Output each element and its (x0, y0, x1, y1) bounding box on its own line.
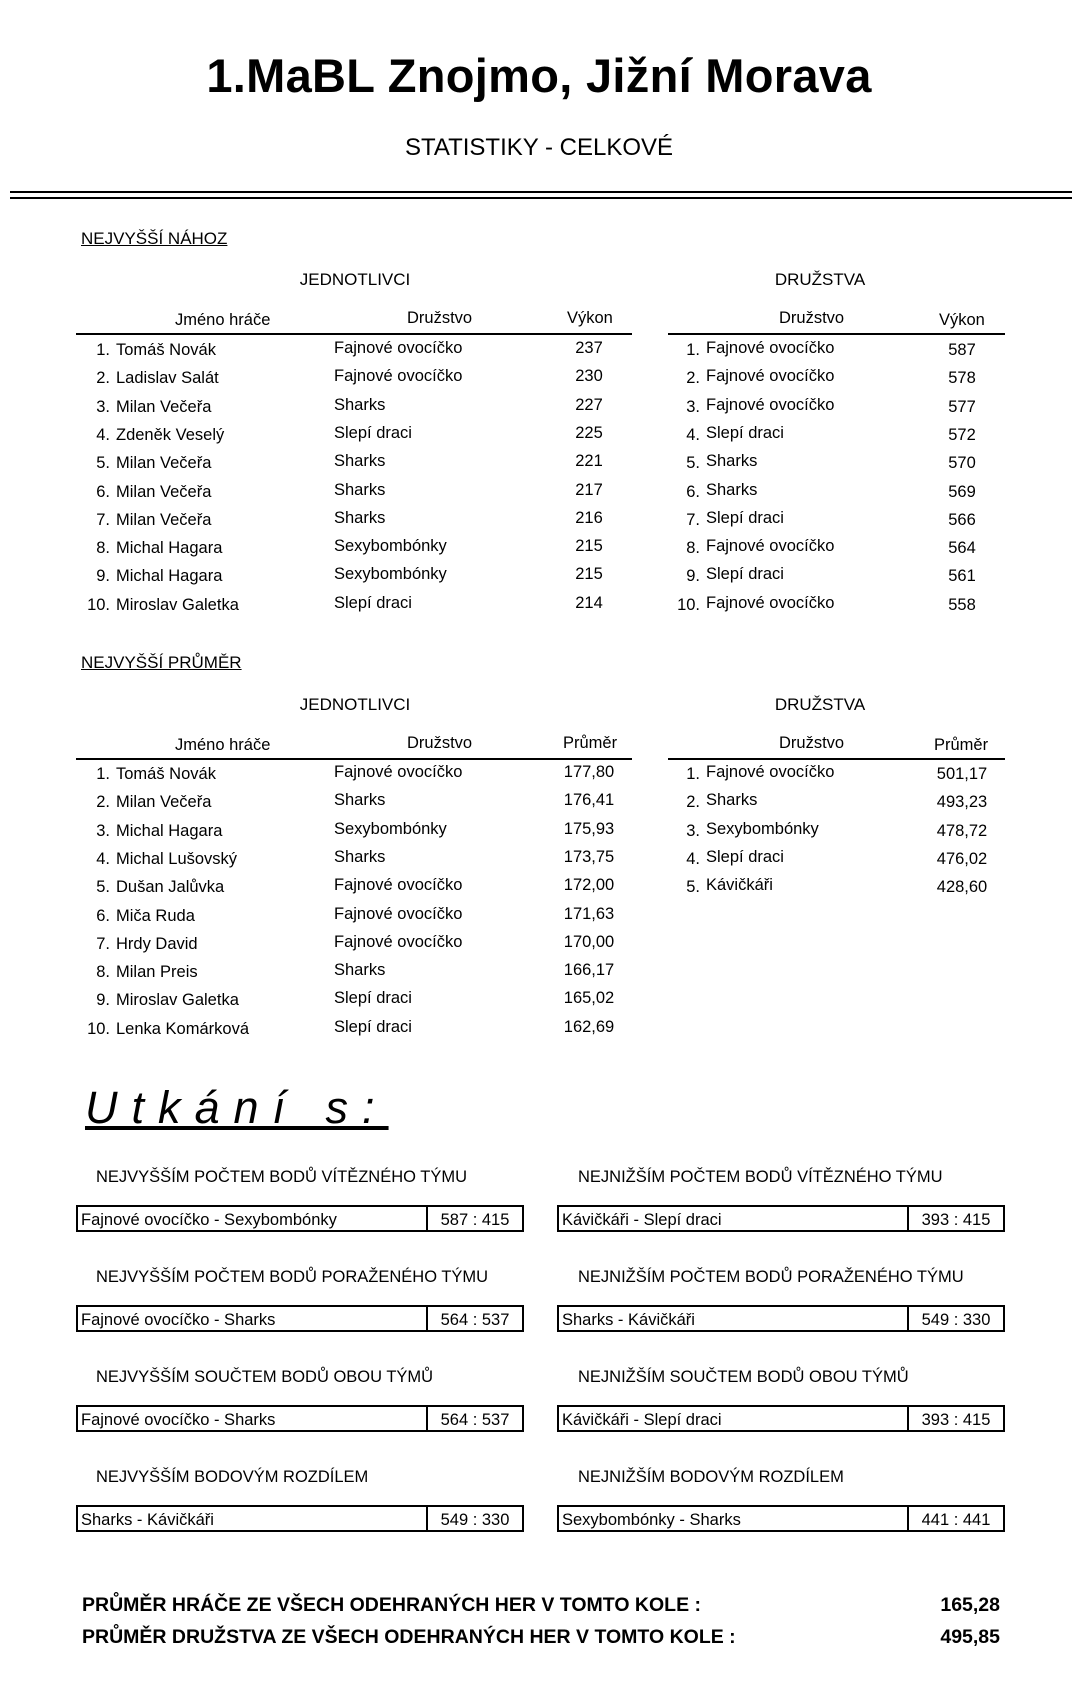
player-name-cell: Dušan Jalůvka (116, 878, 225, 897)
table-row (0, 1017, 640, 1048)
value-cell: 230 (575, 367, 603, 386)
table-row (0, 593, 1010, 624)
player-name-cell: Lenka Komárková (116, 1019, 249, 1038)
table-row (0, 847, 1010, 878)
player-name-cell: Milan Večeřa (116, 510, 212, 529)
player-name-cell: Milan Večeřa (116, 454, 212, 473)
value-cell: 572 (948, 425, 976, 444)
matches-heading: Utkání s: (85, 1082, 389, 1133)
rank-cell: 4. (96, 849, 110, 868)
team-cell: Sharks (334, 395, 386, 414)
value-cell: 175,93 (563, 819, 615, 838)
team-cell: Fajnové ovocíčko (706, 367, 835, 386)
value-cell: 173,75 (563, 847, 615, 866)
rank-cell: 4. (686, 849, 700, 868)
rank-cell: 3. (96, 397, 110, 416)
table-header-rule (668, 333, 1005, 335)
team-cell: Slepí draci (706, 565, 784, 584)
team-cell: Sharks (334, 791, 386, 810)
team-cell: Sharks (706, 452, 758, 471)
match-score: 441 : 441 (921, 1511, 991, 1529)
value-cell: 237 (575, 339, 603, 357)
value-cell: 215 (575, 565, 603, 584)
value-cell: 566 (948, 510, 976, 529)
match-teams: Fajnové ovocíčko - Sexybombónky (81, 1211, 337, 1229)
table-row (0, 395, 1010, 426)
team-cell: Sexybombónky (334, 537, 447, 556)
rank-cell: 6. (96, 482, 110, 501)
team-cell: Kávičkáři (706, 876, 773, 895)
rank-cell: 9. (96, 991, 110, 1010)
rank-cell: 10. (87, 595, 110, 614)
match-result-box (76, 1505, 524, 1532)
table-row (0, 963, 640, 991)
table-row (0, 819, 1010, 850)
rank-cell: 8. (686, 539, 700, 558)
team-cell: Fajnové ovocíčko (334, 763, 463, 781)
rank-cell: 2. (686, 793, 700, 812)
match-category-label: NEJNIŽŠÍM POČTEM BODŮ VÍTĚZNÉHO TÝMU (578, 1168, 943, 1186)
player-name-cell: Hrdy David (116, 934, 198, 953)
team-cell: Fajnové ovocíčko (334, 876, 463, 895)
rank-cell: 5. (686, 878, 700, 897)
value-cell: 569 (948, 482, 976, 501)
team-cell: Fajnové ovocíčko (334, 339, 463, 357)
table-row (0, 369, 1010, 397)
value-cell: 217 (575, 480, 603, 499)
value-cell: 221 (575, 452, 603, 471)
value-cell: 176,41 (563, 791, 615, 810)
table-row (0, 423, 1010, 454)
player-name-cell: Michal Lušovský (116, 849, 238, 868)
rank-cell: 8. (96, 539, 110, 558)
team-cell: Fajnové ovocíčko (334, 904, 463, 923)
value-cell: 577 (948, 397, 976, 416)
table-row (0, 567, 1010, 595)
value-cell: 476,02 (936, 849, 988, 868)
rank-cell: 3. (96, 821, 110, 840)
value-cell: 216 (575, 508, 603, 527)
player-name-cell: Milan Večeřa (116, 397, 212, 416)
value-cell: 225 (575, 423, 603, 442)
match-category-label: NEJVYŠŠÍM BODOVÝM ROZDÍLEM (96, 1468, 369, 1486)
value-cell: 177,80 (563, 763, 615, 781)
header-divider-top (10, 191, 1072, 193)
rank-cell: 1. (686, 341, 700, 359)
rank-cell: 5. (96, 878, 110, 897)
player-name-cell: Michal Hagara (116, 567, 223, 586)
match-score: 393 : 415 (921, 1211, 991, 1229)
rank-cell: 4. (686, 425, 700, 444)
team-cell: Sharks (334, 480, 386, 499)
table-row (0, 454, 1010, 482)
player-name-cell: Milan Večeřa (116, 482, 212, 501)
column-header-value: Průměr (934, 736, 989, 754)
value-cell: 166,17 (563, 961, 615, 980)
value-cell: 170,00 (563, 932, 615, 951)
team-cell: Slepí draci (706, 847, 784, 866)
column-header-team: Družstvo (407, 734, 473, 752)
value-cell: 561 (948, 567, 976, 586)
group-heading-prumer-teams: DRUŽSTVA (774, 695, 866, 714)
match-result-box (76, 1205, 524, 1232)
table-row (0, 341, 1010, 369)
value-cell: 428,60 (936, 878, 988, 897)
summary-team-label: PRŮMĚR DRUŽSTVA ZE VŠECH ODEHRANÝCH HER V TOMTO KOLE : (82, 1626, 736, 1648)
rank-cell: 10. (677, 595, 700, 614)
team-cell: Sharks (334, 847, 386, 866)
rank-cell: 10. (87, 1019, 110, 1038)
match-category-label: NEJVYŠŠÍM POČTEM BODŮ VÍTĚZNÉHO TÝMU (96, 1168, 467, 1186)
table-row (0, 508, 1010, 539)
match-result-box (76, 1305, 524, 1332)
player-name-cell: Miroslav Galetka (116, 595, 239, 614)
section-heading-prumer: NEJVYŠŠÍ PRŮMĚR (81, 653, 242, 672)
table-row (0, 765, 1010, 793)
group-heading-nahoz-teams: DRUŽSTVA (774, 270, 866, 289)
column-header-value: Výkon (939, 311, 985, 329)
rank-cell: 5. (96, 454, 110, 473)
rank-cell: 2. (96, 793, 110, 812)
match-teams: Fajnové ovocíčko - Sharks (81, 1411, 276, 1429)
team-cell: Fajnové ovocíčko (706, 537, 835, 556)
match-teams: Sharks - Kávičkáři (81, 1511, 214, 1529)
rank-cell: 1. (96, 341, 110, 359)
player-name-cell: Tomáš Novák (116, 341, 216, 359)
player-name-cell: Milan Večeřa (116, 793, 212, 812)
team-cell: Sexybombónky (706, 819, 819, 838)
rank-cell: 4. (96, 425, 110, 444)
group-heading-nahoz-individuals: JEDNOTLIVCI (299, 270, 411, 289)
column-header-name: Jméno hráče (175, 311, 271, 329)
player-name-cell: Tomáš Novák (116, 765, 216, 783)
rank-cell: 1. (686, 765, 700, 783)
rank-cell: 7. (96, 934, 110, 953)
section-heading-nahoz: NEJVYŠŠÍ NÁHOZ (81, 229, 228, 248)
match-result-box (557, 1405, 1005, 1432)
value-cell: 214 (575, 593, 603, 612)
player-name-cell: Ladislav Salát (116, 369, 219, 388)
match-score: 587 : 415 (440, 1211, 510, 1229)
header-divider-bottom (10, 197, 1072, 199)
team-cell: Fajnové ovocíčko (334, 932, 463, 951)
value-cell: 558 (948, 595, 976, 614)
table-row (0, 480, 1010, 511)
team-cell: Sharks (334, 508, 386, 527)
team-cell: Slepí draci (334, 1017, 412, 1036)
match-result-box (557, 1505, 1005, 1532)
team-cell: Slepí draci (334, 593, 412, 612)
rank-cell: 2. (686, 369, 700, 388)
value-cell: 215 (575, 537, 603, 556)
match-result-box (557, 1305, 1005, 1332)
team-cell: Sharks (706, 791, 758, 810)
team-cell: Sharks (706, 480, 758, 499)
team-cell: Sharks (334, 452, 386, 471)
rank-cell: 7. (686, 510, 700, 529)
table-row (0, 878, 1010, 906)
match-score: 549 : 330 (921, 1311, 991, 1329)
value-cell: 578 (948, 369, 976, 388)
match-category-label: NEJVYŠŠÍM SOUČTEM BODŮ OBOU TÝMŮ (96, 1368, 434, 1386)
value-cell: 478,72 (936, 821, 988, 840)
value-cell: 587 (948, 341, 976, 359)
table-row (0, 904, 640, 935)
match-score: 393 : 415 (921, 1411, 991, 1429)
match-category-label: NEJNIŽŠÍM POČTEM BODŮ PORAŽENÉHO TÝMU (578, 1268, 964, 1286)
match-category-label: NEJNIŽŠÍM SOUČTEM BODŮ OBOU TÝMŮ (578, 1368, 909, 1386)
value-cell: 493,23 (936, 793, 988, 812)
player-name-cell: Miroslav Galetka (116, 991, 239, 1010)
player-name-cell: Michal Hagara (116, 539, 223, 558)
page-subtitle: STATISTIKY - CELKOVÉ (404, 134, 674, 161)
rank-cell: 9. (686, 567, 700, 586)
column-header-team: Družstvo (779, 734, 845, 752)
table-row (0, 932, 640, 963)
team-cell: Slepí draci (334, 423, 412, 442)
value-cell: 171,63 (563, 904, 615, 923)
player-name-cell: Zdeněk Veselý (116, 425, 225, 444)
team-cell: Fajnové ovocíčko (334, 367, 463, 386)
value-cell: 227 (575, 395, 603, 414)
group-heading-prumer-individuals: JEDNOTLIVCI (299, 695, 411, 714)
summary-player-value: 165,28 (940, 1594, 1000, 1616)
summary-team-value: 495,85 (940, 1626, 1000, 1648)
team-cell: Fajnové ovocíčko (706, 395, 835, 414)
team-cell: Fajnové ovocíčko (706, 763, 835, 781)
match-teams: Kávičkáři - Slepí draci (562, 1411, 722, 1429)
match-teams: Fajnové ovocíčko - Sharks (81, 1311, 276, 1329)
table-header-rule (76, 333, 632, 335)
rank-cell: 8. (96, 963, 110, 982)
team-cell: Fajnové ovocíčko (706, 339, 835, 357)
match-score: 549 : 330 (440, 1511, 510, 1529)
rank-cell: 9. (96, 567, 110, 586)
match-teams: Kávičkáři - Slepí draci (562, 1211, 722, 1229)
column-header-value: Výkon (567, 309, 613, 327)
rank-cell: 6. (686, 482, 700, 501)
rank-cell: 3. (686, 397, 700, 416)
column-header-name: Jméno hráče (175, 736, 271, 754)
column-header-team: Družstvo (407, 309, 473, 327)
table-row (0, 991, 640, 1019)
match-teams: Sexybombónky - Sharks (562, 1511, 741, 1529)
value-cell: 501,17 (936, 765, 988, 783)
team-cell: Sharks (334, 961, 386, 980)
rank-cell: 2. (96, 369, 110, 388)
match-category-label: NEJNIŽŠÍM BODOVÝM ROZDÍLEM (578, 1468, 844, 1486)
team-cell: Sexybombónky (334, 819, 447, 838)
team-cell: Slepí draci (706, 508, 784, 527)
value-cell: 570 (948, 454, 976, 473)
rank-cell: 5. (686, 454, 700, 473)
summary-player-label: PRŮMĚR HRÁČE ZE VŠECH ODEHRANÝCH HER V TOMTO KOLE : (82, 1594, 701, 1616)
column-header-value: Průměr (563, 734, 618, 752)
rank-cell: 1. (96, 765, 110, 783)
value-cell: 162,69 (563, 1017, 615, 1036)
team-cell: Slepí draci (334, 989, 412, 1008)
value-cell: 564 (948, 539, 976, 558)
column-header-team: Družstvo (779, 309, 845, 327)
rank-cell: 6. (96, 906, 110, 925)
value-cell: 172,00 (563, 876, 615, 895)
team-cell: Fajnové ovocíčko (706, 593, 835, 612)
match-result-box (76, 1405, 524, 1432)
table-row (0, 793, 1010, 821)
player-name-cell: Miča Ruda (116, 906, 195, 925)
player-name-cell: Michal Hagara (116, 821, 223, 840)
value-cell: 165,02 (563, 989, 615, 1008)
match-teams: Sharks - Kávičkáři (562, 1311, 695, 1329)
rank-cell: 7. (96, 510, 110, 529)
page-title: 1.MaBL Znojmo, Jižní Morava (206, 49, 872, 102)
table-header-rule (76, 758, 632, 760)
match-category-label: NEJVYŠŠÍM POČTEM BODŮ PORAŽENÉHO TÝMU (96, 1268, 489, 1286)
match-result-box (557, 1205, 1005, 1232)
rank-cell: 3. (686, 821, 700, 840)
table-header-rule (668, 758, 1005, 760)
player-name-cell: Milan Preis (116, 963, 198, 982)
team-cell: Sexybombónky (334, 565, 447, 584)
table-row (0, 539, 1010, 567)
match-score: 564 : 537 (440, 1311, 510, 1329)
match-score: 564 : 537 (440, 1411, 510, 1429)
team-cell: Slepí draci (706, 423, 784, 442)
